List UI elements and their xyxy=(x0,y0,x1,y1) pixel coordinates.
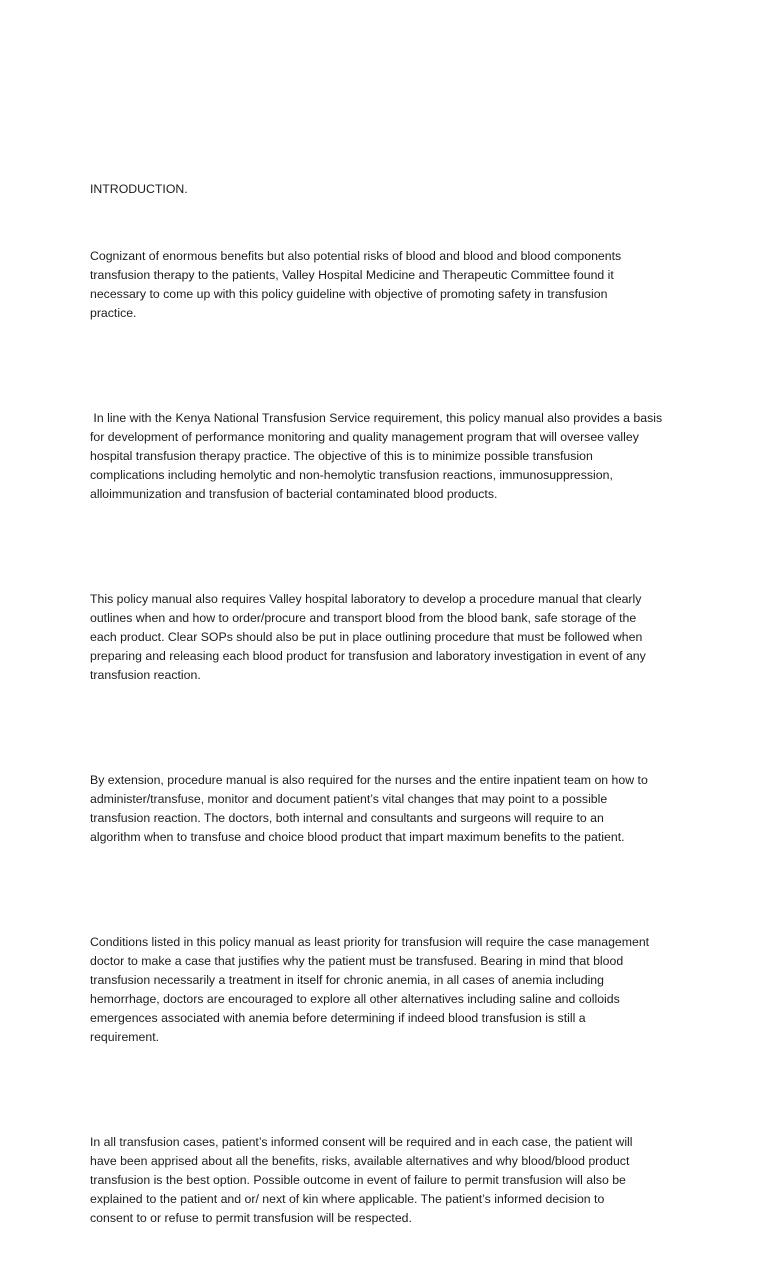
paragraph-6 xyxy=(90,1095,675,1266)
text-line: explained to the patient and or/ next of kin where applicable. The patient’s informed decision to xyxy=(90,1192,605,1206)
text-line: algorithm when to transfuse and choice blood product that impart maximum benefits to the patient. xyxy=(90,830,625,844)
text-line: Conditions listed in this policy manual as least priority for transfusion will require the case management xyxy=(90,935,650,949)
text-line: hemorrhage, doctors are encouraged to explore all other alternatives including saline and colloids xyxy=(90,992,620,1006)
text-line: administer/transfuse, monitor and document patient’s vital changes that may point to a possible xyxy=(90,792,608,806)
text-line: requirement. xyxy=(90,1030,160,1044)
text-line: Cognizant of enormous benefits but also potential risks of blood and blood and blood components xyxy=(90,249,622,263)
text-line: transfusion therapy to the patients, Valley Hospital Medicine and Therapeutic Committee found it xyxy=(90,268,614,282)
text-line: hospital transfusion therapy practice. The objective of this is to minimize possible transfusion xyxy=(90,449,593,463)
text-line: complications including hemolytic and non-hemolytic transfusion reactions, immunosuppression, xyxy=(90,468,613,482)
text-line: transfusion is the best option. Possible outcome in event of failure to permit transfusion will also be xyxy=(90,1173,626,1187)
text-line: In line with the Kenya National Transfusion Service requirement, this policy manual also provides a basis xyxy=(90,411,663,425)
text-line: outlines when and how to order/procure and transport blood from the blood bank, safe storage of the xyxy=(90,611,637,625)
paragraph-3 xyxy=(90,552,675,723)
text-line: emergences associated with anemia before determining if indeed blood transfusion is still a xyxy=(90,1011,586,1025)
text-line: practice. xyxy=(90,306,137,320)
section-heading: INTRODUCTION. xyxy=(90,182,188,196)
text-line: transfusion reaction. The doctors, both internal and consultants and surgeons will require to an xyxy=(90,811,604,825)
text-line: have been apprised about all the benefits, risks, available alternatives and why blood/blood product xyxy=(90,1154,630,1168)
text-line: transfusion reaction. xyxy=(90,668,201,682)
paragraph-5 xyxy=(90,895,675,1085)
text-line: alloimmunization and transfusion of bacterial contaminated blood products. xyxy=(90,487,498,501)
text-line: transfusion necessarily a treatment in itself for chronic anemia, in all cases of anemia including xyxy=(90,973,604,987)
document-body xyxy=(90,180,675,1276)
text-line: In all transfusion cases, patient’s informed consent will be required and in each case, the patient will xyxy=(90,1135,633,1149)
text-line: doctor to make a case that justifies why the patient must be transfused. Bearing in mind that blood xyxy=(90,954,624,968)
paragraph-2 xyxy=(90,371,675,542)
text-line: for development of performance monitoring and quality management program that will oversee valley xyxy=(90,430,639,444)
paragraph-4 xyxy=(90,733,675,885)
text-line: necessary to come up with this policy guideline with objective of promoting safety in transfusion xyxy=(90,287,608,301)
text-line: This policy manual also requires Valley hospital laboratory to develop a procedure manual that clearly xyxy=(90,592,642,606)
text-line: each product. Clear SOPs should also be put in place outlining procedure that must be followed when xyxy=(90,630,643,644)
paragraph-1 xyxy=(90,209,675,361)
text-line: By extension, procedure manual is also required for the nurses and the entire inpatient team on how to xyxy=(90,773,648,787)
text-line: preparing and releasing each blood product for transfusion and laboratory investigation in event of any xyxy=(90,649,646,663)
text-line: consent to or refuse to permit transfusion will be respected. xyxy=(90,1211,412,1225)
